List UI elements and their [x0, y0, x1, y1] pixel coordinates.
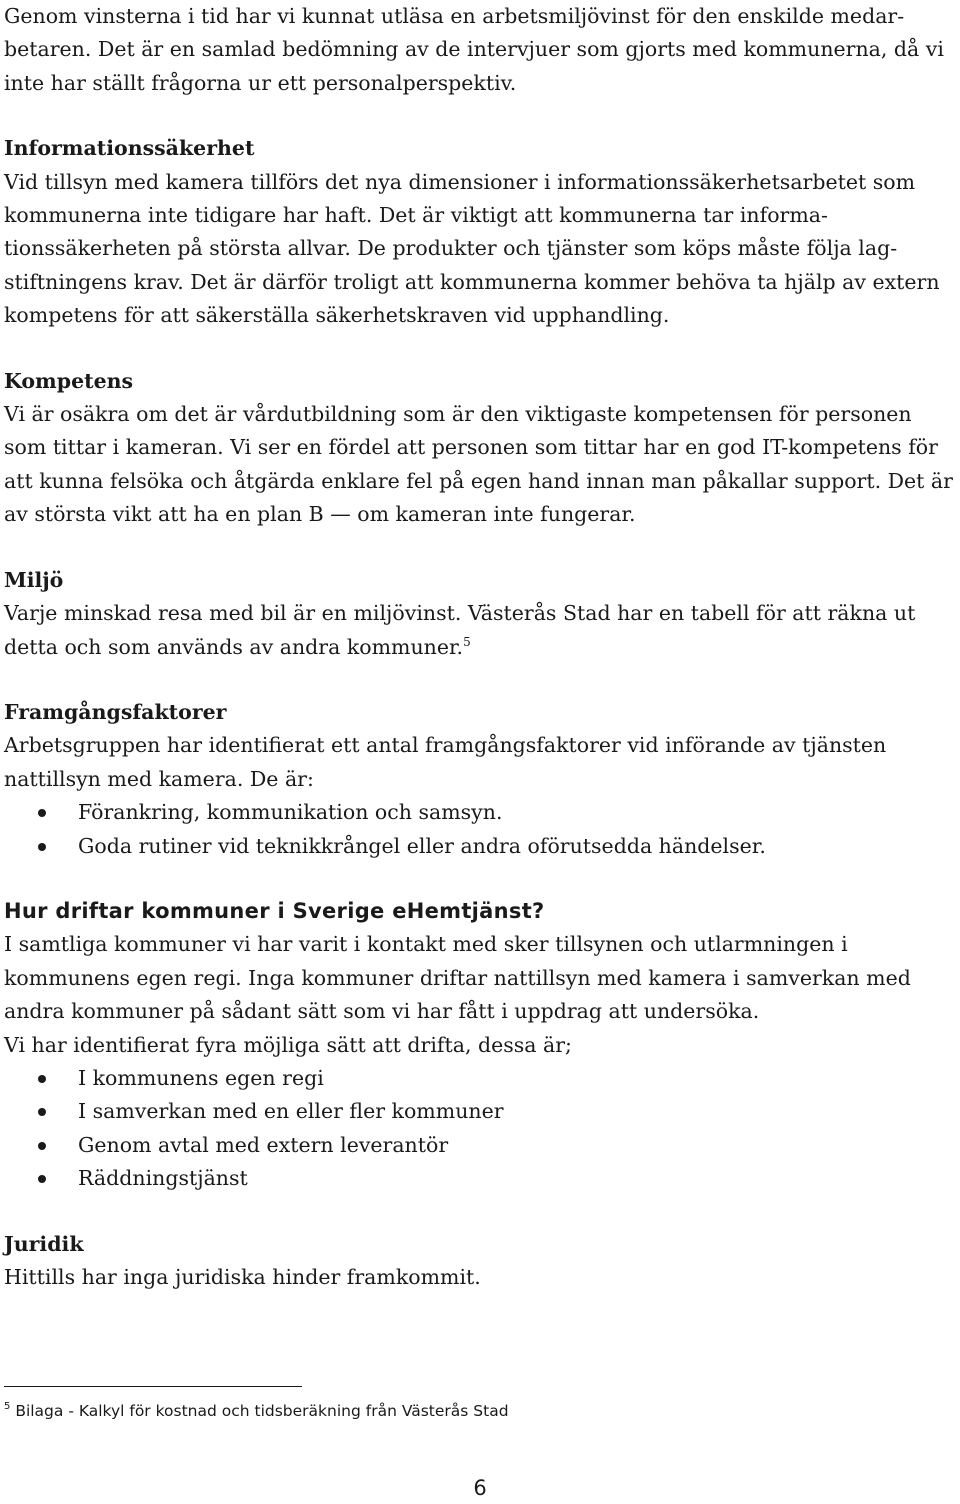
heading-drift: Hur driftar kommuner i Sverige eHemtjänst? — [4, 898, 545, 923]
list-item: I kommunens egen regi — [4, 1062, 956, 1095]
drift-paragraph-2: Vi har identifierat fyra möjliga sätt att drifta, dessa är; — [4, 1032, 572, 1057]
bullet-icon — [38, 1142, 46, 1150]
list-item: Räddningstjänst — [4, 1162, 956, 1195]
bullet-icon — [38, 843, 46, 851]
list-item: Goda rutiner vid teknikkrångel eller andra oförutsedda händelser. — [4, 830, 956, 863]
list-item: Genom avtal med extern leverantör — [4, 1129, 956, 1162]
heading-framgangsfaktorer: Framgångsfaktorer — [4, 699, 227, 724]
list-item: Förankring, kommunikation och samsyn. — [4, 796, 956, 829]
heading-juridik: Juridik — [4, 1231, 84, 1256]
bullet-icon — [38, 809, 46, 817]
heading-miljo: Miljö — [4, 567, 64, 592]
bullet-icon — [38, 1075, 46, 1083]
heading-kompetens: Kompetens — [4, 368, 134, 393]
heading-informationssakerhet: Informationssäkerhet — [4, 136, 255, 161]
drift-list — [4, 1062, 956, 1196]
informationssakerhet-paragraph: Vid tillsyn med kamera tillförs det nya dimensioner i informationssäkerhetsarbetet som kommunerna inte tidigare har haft. Det är viktigt att kommunerna tar informa-tionssäkerheten på största allvar. De produkter och tjänster som köps måste följa lag-stiftningens krav. Det är därför troligt att kommunerna kommer behöva ta hjälp av extern kompetens för att säkerställa säkerhetskraven vid upphandling. — [4, 169, 940, 328]
footnote-number: 5 — [4, 1401, 11, 1412]
miljo-text: Varje minskad resa med bil är en miljövinst. Västerås Stad har en tabell för att räkna ut detta och som används av andra kommuner. — [4, 601, 916, 659]
juridik-paragraph: Hittills har inga juridiska hinder framkommit. — [4, 1265, 481, 1289]
footnote — [4, 1398, 509, 1424]
document-body — [4, 0, 956, 1294]
intro-paragraph: Genom vinsterna i tid har vi kunnat utläsa en arbetsmiljövinst för den enskilde medar-betaren. Det är en samlad bedömning av de intervjuer som gjorts med kommunerna, då vi inte har ställt frågorna ur ett personalperspektiv. — [4, 4, 944, 95]
bullet-icon — [38, 1108, 46, 1116]
list-item: I samverkan med en eller fler kommuner — [4, 1095, 956, 1128]
framgangsfaktorer-list — [4, 796, 956, 863]
page-number: 6 — [473, 1476, 487, 1500]
bullet-icon — [38, 1175, 46, 1183]
footnote-text: Bilaga - Kalkyl för kostnad och tidsberäkning från Västerås Stad — [15, 1402, 509, 1420]
framgangsfaktorer-paragraph: Arbetsgruppen har identifierat ett antal framgångsfaktorer vid införande av tjänsten nattillsyn med kamera. De är: — [4, 733, 887, 791]
footnote-reference[interactable]: 5 — [463, 634, 471, 649]
footnote-separator — [4, 1386, 302, 1387]
miljo-paragraph — [4, 597, 956, 664]
drift-paragraph-1: I samtliga kommuner vi har varit i kontakt med sker tillsynen och utlarmningen i kommunens egen regi. Inga kommuner driftar nattillsyn med kamera i samverkan med andra kommuner på sådant sätt som vi har fått i uppdrag att undersöka. — [4, 932, 911, 1024]
kompetens-paragraph: Vi är osäkra om det är vårdutbildning som är den viktigaste kompetensen för personen som tittar i kameran. Vi ser en fördel att personen som tittar har en god IT-kompetens för att kunna felsöka och åtgärda enklare fel på egen hand innan man påkallar support. Det är av största vikt att ha en plan B — om kameran inte fungerar. — [4, 402, 953, 527]
